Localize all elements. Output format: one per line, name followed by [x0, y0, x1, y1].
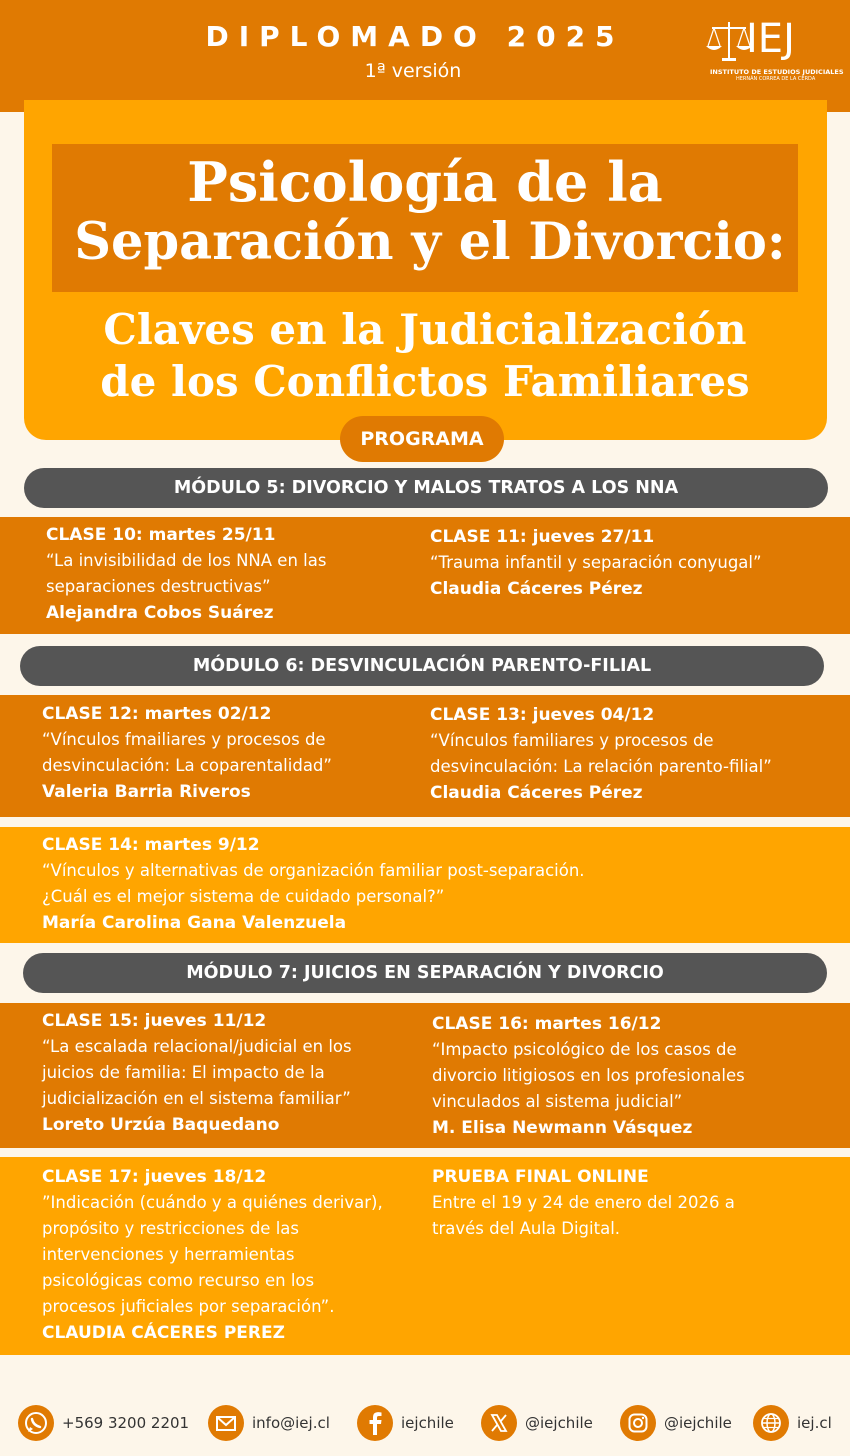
class-16 — [432, 1011, 832, 1141]
instagram-handle: @iejchile — [664, 1414, 732, 1432]
footer-whatsapp[interactable] — [18, 1405, 190, 1443]
class-topic: ”Indicación (cuándo y a quiénes derivar), propósito y restricciones de las intervenciones y herramientas psicológicas como recurso en los procesos juficiales por separación”. — [42, 1193, 383, 1316]
class-heading: CLASE 15: jueves 11/12 — [42, 1011, 267, 1031]
footer-facebook[interactable] — [357, 1405, 467, 1443]
logo-subtagline: HERNÁN CORREA DE LA CERDA — [736, 76, 816, 82]
website-url: iej.cl — [797, 1414, 832, 1432]
class-speaker: CLAUDIA CÁCERES PEREZ — [42, 1323, 285, 1343]
class-topic: “Vínculos familiares y procesos de desvinculación: La relación parento-filial” — [430, 731, 772, 776]
class-heading: CLASE 13: jueves 04/12 — [430, 705, 655, 725]
class-heading: CLASE 10: martes 25/11 — [46, 525, 276, 545]
class-13 — [430, 702, 840, 806]
facebook-icon — [357, 1405, 393, 1441]
final-exam — [432, 1164, 832, 1242]
footer-instagram[interactable] — [620, 1405, 745, 1443]
footer-website[interactable] — [753, 1405, 843, 1443]
class-topic: “Trauma infantil y separación conyugal” — [430, 553, 762, 572]
logo-tagline: INSTITUTO DE ESTUDIOS JUDICIALES — [710, 68, 844, 76]
class-10 — [46, 522, 416, 626]
class-15 — [42, 1008, 422, 1138]
x-handle: @iejchile — [525, 1414, 593, 1432]
module-5-header: MÓDULO 5: DIVORCIO Y MALOS TRATOS A LOS NNA — [24, 468, 828, 508]
module-7-header: MÓDULO 7: JUICIOS EN SEPARACIÓN Y DIVORCIO — [23, 953, 827, 993]
instagram-icon — [620, 1405, 656, 1441]
class-11 — [430, 524, 830, 602]
class-topic: “Vínculos y alternativas de organización familiar post-separación. ¿Cuál es el mejor sistema de cuidado personal?” — [42, 861, 585, 906]
class-heading: CLASE 17: jueves 18/12 — [42, 1167, 267, 1187]
module-6-header: MÓDULO 6: DESVINCULACIÓN PARENTO-FILIAL — [20, 646, 824, 686]
class-speaker: Valeria Barria Riveros — [42, 782, 251, 802]
class-heading: CLASE 12: martes 02/12 — [42, 704, 272, 724]
subtitle-line2: de los Conflictos Familiares — [100, 357, 750, 406]
subtitle-line1: Claves en la Judicialización — [103, 305, 747, 354]
programa-badge: PROGRAMA — [340, 416, 504, 462]
footer-email[interactable] — [208, 1405, 338, 1443]
class-heading: CLASE 16: martes 16/12 — [432, 1014, 662, 1034]
class-topic: “Vínculos fmailiares y procesos de desvinculación: La coparentalidad” — [42, 730, 332, 775]
logo-text: IEJ — [746, 16, 795, 62]
class-speaker: María Carolina Gana Valenzuela — [42, 913, 347, 933]
email-address: info@iej.cl — [252, 1414, 330, 1432]
iej-logo — [704, 16, 844, 88]
whatsapp-icon — [18, 1405, 54, 1441]
subtitle — [30, 304, 820, 408]
program-edition: 1ª versión — [364, 60, 462, 82]
footer-x[interactable] — [481, 1405, 606, 1443]
facebook-handle: iejchile — [401, 1414, 454, 1432]
class-heading: CLASE 11: jueves 27/11 — [430, 527, 655, 547]
class-topic: “Impacto psicológico de los casos de divorcio litigiosos en los profesionales vinculados al sistema judicial” — [432, 1040, 745, 1111]
program-name: DIPLOMADO 2025 — [205, 20, 625, 53]
final-exam-heading: PRUEBA FINAL ONLINE — [432, 1167, 649, 1187]
class-heading: CLASE 14: martes 9/12 — [42, 835, 260, 855]
class-speaker: Claudia Cáceres Pérez — [430, 783, 643, 803]
class-17 — [42, 1164, 427, 1346]
final-exam-details: Entre el 19 y 24 de enero del 2026 a través del Aula Digital. — [432, 1193, 735, 1238]
phone-number: +569 3200 2201 — [62, 1414, 190, 1432]
class-topic: “La invisibilidad de los NNA en las separaciones destructivas” — [46, 551, 327, 596]
email-icon — [208, 1405, 244, 1441]
x-icon — [481, 1405, 517, 1441]
main-title-line2: Separación y el Divorcio: — [74, 212, 786, 272]
class-speaker: Claudia Cáceres Pérez — [430, 579, 643, 599]
class-12 — [42, 701, 422, 805]
class-speaker: Loreto Urzúa Baquedano — [42, 1115, 280, 1135]
class-speaker: M. Elisa Newmann Vásquez — [432, 1118, 693, 1138]
class-topic: “La escalada relacional/judicial en los juicios de familia: El impacto de la judicialización en el sistema familiar” — [42, 1037, 352, 1108]
web-icon — [753, 1405, 789, 1441]
class-14 — [42, 832, 822, 936]
class-speaker: Alejandra Cobos Suárez — [46, 603, 274, 623]
main-title-line1: Psicología de la — [187, 150, 663, 214]
